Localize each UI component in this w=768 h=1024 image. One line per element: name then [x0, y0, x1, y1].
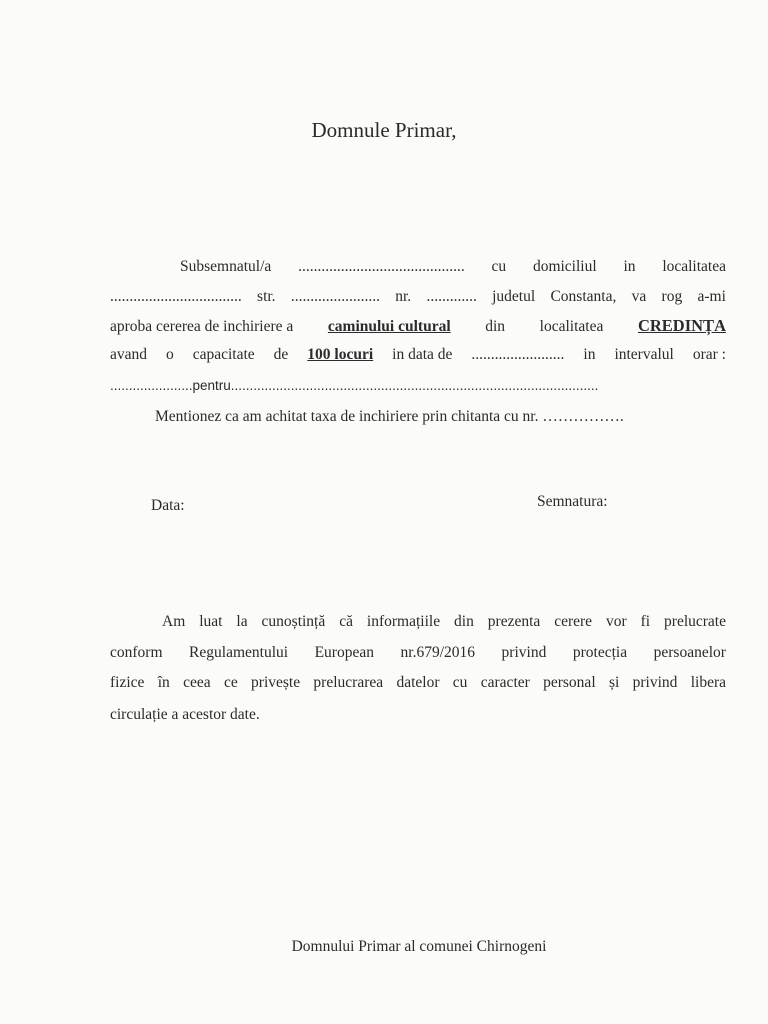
- date-label: Data:: [151, 497, 185, 514]
- gdpr-line-1: Am luat la cunoștință că informațiile din prezenta cerere vor fi prelucrate: [162, 613, 726, 630]
- word: rog: [661, 288, 683, 305]
- word: European: [314, 644, 374, 661]
- word: localitatea: [539, 318, 604, 335]
- number-blank: .............: [426, 288, 477, 305]
- word: cu: [491, 258, 507, 275]
- word: aproba cererea de inchiriere a: [110, 318, 294, 335]
- word: in: [583, 346, 596, 363]
- word: Constanta,: [550, 288, 617, 305]
- request-line-1: [180, 257, 726, 277]
- word: de: [273, 346, 289, 363]
- footer-addressee: Domnului Primar al comunei Chirnogeni: [291, 938, 547, 955]
- word: orar :: [692, 346, 726, 363]
- venue-name: caminului cultural: [327, 318, 451, 335]
- receipt-line: Mentionez ca am achitat taxa de inchiriere prin chitanta cu nr. …………….: [155, 408, 624, 425]
- word: protecția: [572, 644, 628, 661]
- street-blank: .......................: [290, 288, 380, 305]
- purpose-line: ......................pentru..................................................................................................: [110, 378, 599, 393]
- gdpr-line-4: circulație a acestor date.: [110, 706, 260, 723]
- gdpr-line-2: [110, 643, 726, 663]
- date-blank: ........................: [471, 346, 565, 363]
- request-line-4: [110, 345, 726, 365]
- word: judetul: [492, 288, 536, 305]
- page-title: Domnule Primar,: [311, 118, 457, 142]
- word: str.: [257, 288, 276, 305]
- word: in: [623, 258, 636, 275]
- word: avand: [110, 346, 148, 363]
- word: va: [631, 288, 647, 305]
- word: o: [166, 346, 174, 363]
- word: in data de: [392, 346, 453, 363]
- regulation-number: nr.679/2016: [400, 644, 476, 661]
- word: intervalul: [614, 346, 674, 363]
- request-line-3: [110, 316, 726, 337]
- word: privind: [501, 644, 547, 661]
- word: persoanelor: [653, 644, 726, 661]
- word: capacitate: [192, 346, 255, 363]
- word: Regulamentului: [189, 644, 289, 661]
- word: conform: [110, 644, 163, 661]
- word: a-mi: [697, 288, 726, 305]
- locality-name: CREDINȚA: [637, 316, 726, 335]
- word: din: [485, 318, 506, 335]
- request-line-2: [110, 287, 726, 307]
- gdpr-line-3: fizice în ceea ce privește prelucrarea datelor cu caracter personal și privind libera: [110, 674, 726, 691]
- name-blank: ...........................................: [298, 258, 465, 275]
- word: domiciliul: [532, 258, 597, 275]
- word: localitatea: [662, 258, 726, 275]
- word: nr.: [395, 288, 412, 305]
- capacity-value: 100 locuri: [307, 346, 374, 363]
- locality-blank: ..................................: [110, 288, 242, 305]
- word: Subsemnatul/a: [180, 258, 272, 275]
- signature-label: Semnatura:: [537, 493, 608, 510]
